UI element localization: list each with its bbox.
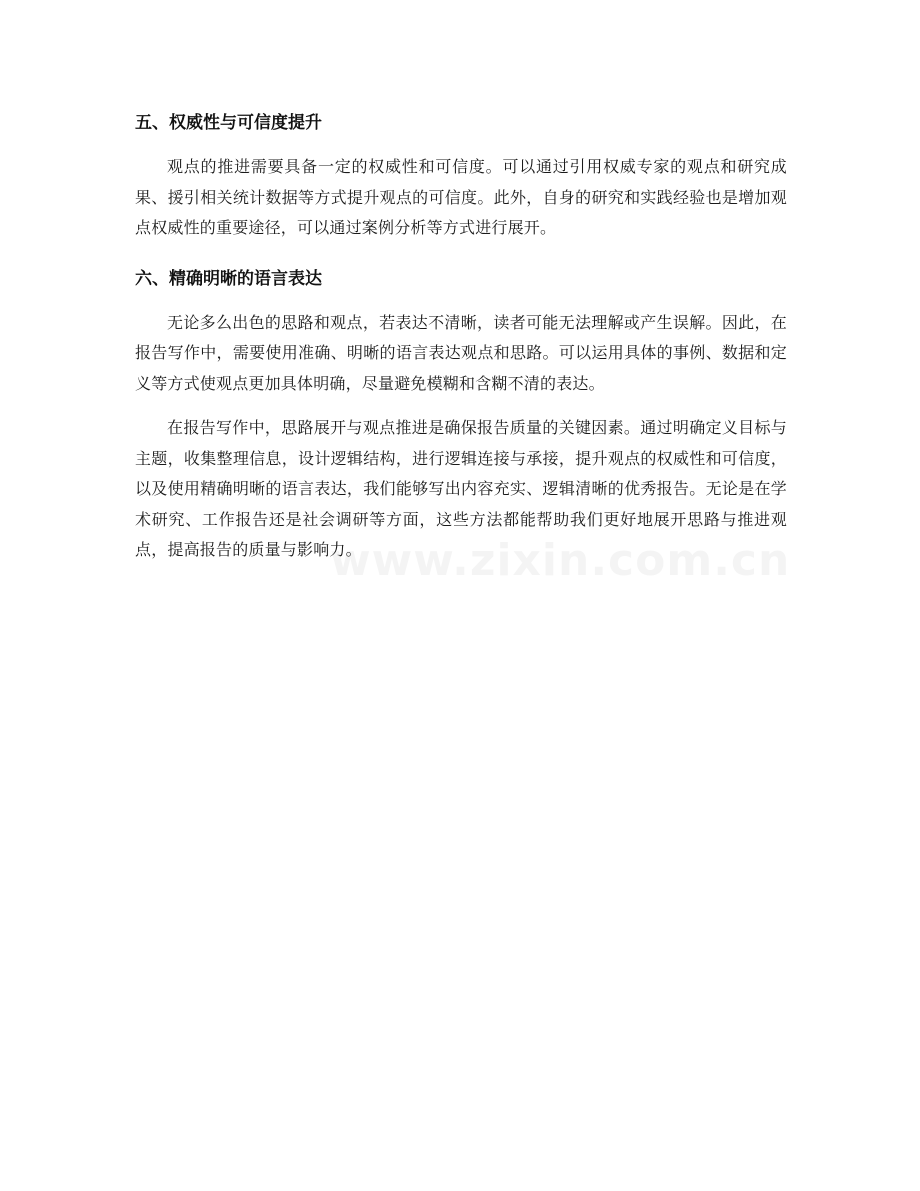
section-5-heading: 五、权威性与可信度提升 — [135, 113, 322, 133]
section-6-paragraph: 无论多么出色的思路和观点，若表达不清晰，读者可能无法理解或产生误解。因此，在报告写作中，需要使用准确、明晰的语言表达观点和思路。可以运用具体的事例、数据和定义等方式使观点更加具体明确，尽量避免模糊和含糊不清的表达。 — [135, 312, 787, 393]
section-5-paragraph: 观点的推进需要具备一定的权威性和可信度。可以通过引用权威专家的观点和研究成果、援引相关统计数据等方式提升观点的可信度。此外，自身的研究和实践经验也是增加观点权威性的重要途径，可以通过案例分析等方式进行展开。 — [135, 157, 787, 237]
conclusion-paragraph: 在报告写作中，思路展开与观点推进是确保报告质量的关键因素。通过明确定义目标与主题，收集整理信息，设计逻辑结构，进行逻辑连接与承接，提升观点的权威性和可信度，以及使用精确明晰的语言表达，我们能够写出内容充实、逻辑清晰的优秀报告。无论是在学术研究、工作报告还是社会调研等方面，这些方法都能帮助我们更好地展开思路与推进观点，提高报告的质量与影响力。 — [135, 418, 787, 559]
section-6-heading: 六、精确明晰的语言表达 — [135, 268, 322, 289]
document-body — [135, 108, 787, 566]
